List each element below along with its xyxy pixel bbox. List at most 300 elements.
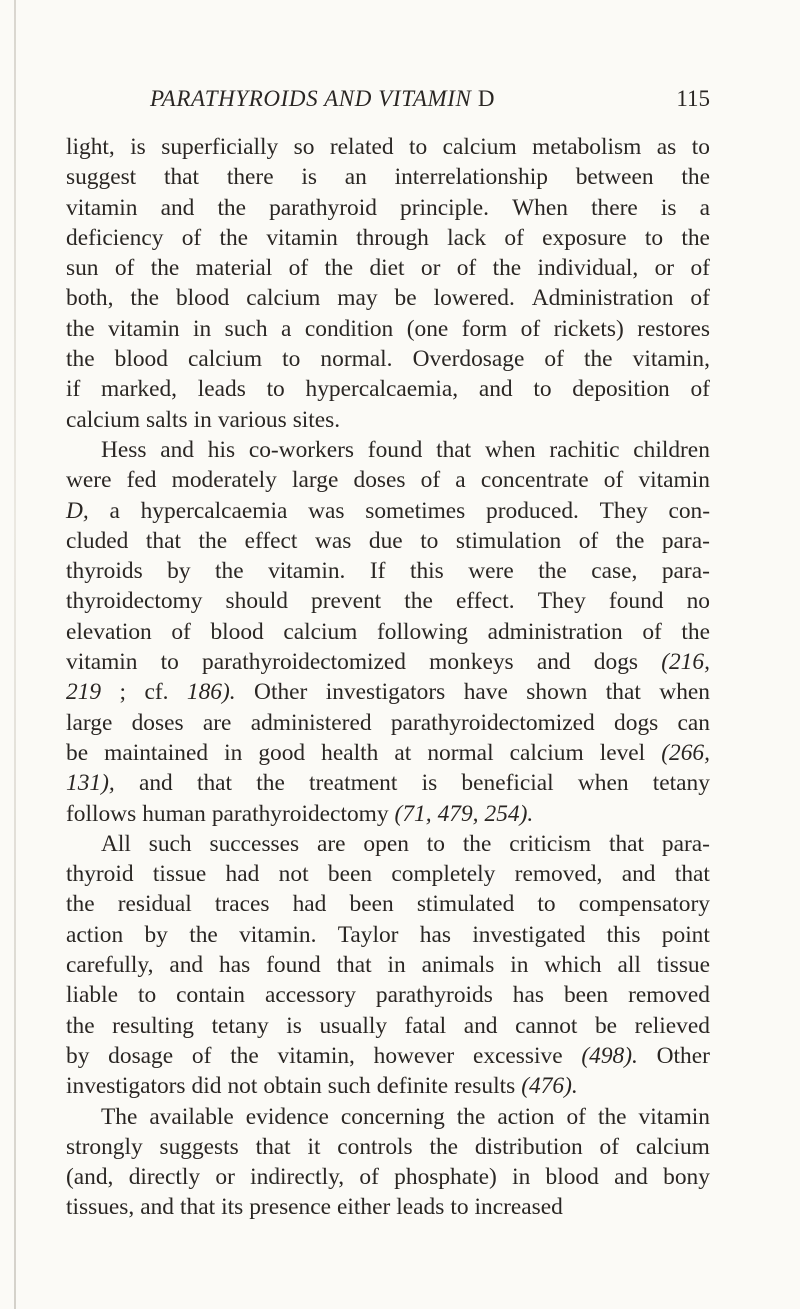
word: moderately	[171, 467, 277, 494]
text-line	[66, 132, 710, 162]
word: completely	[391, 861, 496, 888]
word: related	[329, 134, 394, 160]
word: is	[301, 164, 317, 191]
word: (and,	[66, 1164, 114, 1191]
word: presence	[249, 1194, 332, 1221]
word: contain	[176, 982, 245, 1009]
word: parathyroids	[375, 982, 493, 1009]
word: action	[497, 1103, 555, 1130]
text-line	[66, 586, 710, 616]
word: an	[344, 164, 367, 191]
text-line	[66, 526, 710, 556]
word: did	[191, 1073, 222, 1100]
word: carefully,	[66, 952, 154, 979]
text-line	[66, 223, 710, 253]
word: thyroidectomy	[66, 588, 203, 615]
word: blood	[114, 346, 168, 373]
word: (one	[406, 315, 449, 342]
word: was	[314, 527, 352, 554]
word: sun	[66, 255, 99, 282]
text-line	[66, 677, 710, 707]
word: sometimes	[365, 497, 466, 524]
word: Administration	[531, 285, 674, 312]
word: it	[307, 1133, 321, 1160]
word: prevent	[311, 588, 382, 615]
text-line	[66, 374, 710, 404]
word: Other	[254, 679, 308, 706]
word: in	[192, 315, 212, 342]
word: concerning	[340, 1103, 445, 1130]
word: marked,	[101, 376, 178, 403]
word: of	[690, 255, 710, 282]
word: various	[217, 406, 287, 433]
word: no	[686, 588, 710, 615]
word: results	[454, 1073, 516, 1100]
word: and	[160, 194, 195, 221]
word: rickets)	[553, 315, 624, 342]
word: (216,	[661, 649, 710, 676]
text-line	[66, 799, 710, 829]
text-line	[66, 1011, 710, 1041]
word: not	[227, 1073, 258, 1100]
word: by	[167, 558, 191, 585]
word: to	[537, 891, 556, 918]
word: point	[661, 921, 710, 948]
word: calcium	[188, 346, 263, 373]
word: the	[681, 224, 710, 251]
word: health	[321, 739, 379, 766]
word: definite	[376, 1073, 449, 1100]
word: or	[654, 255, 675, 282]
word: diet	[369, 255, 405, 282]
word: They	[599, 497, 648, 524]
word: open	[363, 830, 409, 857]
text-line	[66, 253, 710, 283]
word: administration	[487, 618, 623, 645]
word: to	[266, 376, 285, 403]
word: administered	[250, 709, 372, 736]
word: All	[101, 830, 131, 857]
word: leads	[396, 1194, 445, 1221]
word: of	[578, 527, 599, 554]
word: vitamin	[66, 194, 138, 221]
word: stimulated	[416, 891, 515, 918]
word: tetany	[211, 1012, 269, 1039]
word: of	[566, 1103, 586, 1130]
word: to	[160, 649, 179, 676]
word: effect	[244, 527, 298, 554]
word: superficially	[161, 134, 279, 160]
word: of	[114, 255, 135, 282]
word: liable	[66, 982, 118, 1009]
word: cannot	[515, 1012, 578, 1039]
word: or	[420, 255, 441, 282]
word: the	[130, 285, 159, 312]
word: to	[137, 982, 157, 1009]
word: a	[109, 497, 120, 524]
word: had	[225, 861, 260, 888]
word: metabolism	[532, 134, 642, 160]
word: large	[292, 467, 339, 494]
word: individual,	[537, 255, 639, 282]
word: tissues,	[66, 1194, 135, 1221]
word: vitamin.	[239, 921, 317, 948]
word: tissue	[152, 861, 207, 888]
word: this	[409, 558, 444, 585]
word: D,	[66, 497, 89, 524]
page-binding-edge	[14, 0, 16, 1309]
word: were	[66, 467, 112, 494]
word: excessive	[472, 1042, 563, 1069]
word: children	[633, 436, 710, 463]
word: had	[292, 891, 327, 918]
word: can	[677, 709, 710, 736]
word: all	[617, 952, 641, 979]
word: a	[281, 315, 292, 342]
text-line	[66, 435, 710, 465]
word: the	[219, 224, 249, 251]
word: been	[563, 982, 609, 1009]
word: fed	[126, 467, 157, 494]
word: be	[66, 739, 89, 766]
word: to	[426, 830, 445, 857]
word: found	[266, 952, 321, 979]
word: to	[691, 134, 710, 160]
word: (476).	[521, 1073, 578, 1100]
word: when	[484, 436, 536, 463]
word: Taylor	[337, 921, 399, 948]
text-line	[66, 1192, 710, 1222]
word: traces	[214, 891, 270, 918]
word: that	[336, 952, 372, 979]
word: strongly	[66, 1133, 143, 1160]
word: a	[699, 194, 710, 221]
word: tetany	[652, 770, 710, 797]
word: that	[255, 1133, 291, 1160]
word: 131),	[66, 770, 115, 797]
word: fatal	[404, 1012, 447, 1039]
word: follows	[66, 800, 137, 827]
word: dosage	[108, 1042, 174, 1069]
word: and	[463, 1012, 498, 1039]
word: the	[217, 194, 247, 221]
word: con-	[668, 497, 710, 524]
text-line	[66, 768, 710, 798]
word: deficiency	[66, 224, 164, 251]
word: that	[608, 830, 645, 857]
word: so	[293, 134, 315, 160]
text-line	[66, 708, 710, 738]
word: calcium	[283, 618, 358, 645]
word: compensatory	[578, 891, 710, 918]
word: is	[130, 134, 146, 160]
word: condition	[304, 315, 394, 342]
word: criticism	[509, 830, 592, 857]
text-line	[66, 1071, 710, 1101]
word: the	[230, 1042, 259, 1069]
word: the	[66, 891, 95, 918]
word: material	[195, 255, 273, 282]
word: at	[394, 739, 412, 766]
word: of	[191, 1042, 212, 1069]
word: calcium	[246, 285, 321, 312]
word: the	[198, 527, 228, 554]
word: of	[456, 255, 477, 282]
word: the	[66, 315, 95, 342]
word: is	[660, 194, 677, 221]
word: tissue	[656, 952, 710, 979]
word: controls	[337, 1133, 413, 1160]
word: that	[145, 527, 181, 554]
text-line	[66, 738, 710, 768]
word: dogs	[593, 649, 638, 676]
word: of	[171, 618, 191, 645]
text-line	[66, 859, 710, 889]
word: human	[142, 800, 206, 827]
text-line	[66, 1102, 710, 1132]
word: by	[144, 921, 168, 948]
word: the	[681, 164, 710, 191]
word: however	[373, 1042, 455, 1069]
body-text	[66, 132, 710, 1223]
word: to	[644, 224, 664, 251]
word: such	[224, 315, 268, 342]
word: stimulation	[455, 527, 562, 554]
word: cf.	[144, 679, 169, 706]
word: vitamin	[638, 467, 710, 494]
word: blood	[210, 618, 264, 645]
text-line	[66, 405, 710, 435]
word: The	[101, 1103, 138, 1130]
word: exposure	[542, 224, 627, 251]
word: and	[536, 649, 571, 676]
word: distribution	[474, 1133, 583, 1160]
word: concentrate	[480, 467, 589, 494]
word: there	[226, 164, 274, 191]
text-line	[66, 920, 710, 950]
word: a	[455, 467, 466, 494]
word: that	[674, 861, 710, 888]
word: good	[258, 739, 306, 766]
word: of	[504, 224, 524, 251]
word: of	[420, 467, 441, 494]
word: the	[189, 921, 218, 948]
running-title-main: PARATHYROIDS AND VITAMIN	[150, 86, 472, 111]
word: para-	[661, 558, 710, 585]
text-line	[66, 950, 710, 980]
word: accessory	[264, 982, 356, 1009]
word: bony	[663, 1164, 710, 1191]
word: to	[420, 527, 439, 554]
word: shown	[526, 679, 588, 706]
word: obtain	[263, 1073, 322, 1100]
word: and	[614, 1164, 648, 1191]
word: action	[66, 921, 124, 948]
word: investigated	[472, 921, 586, 948]
text-line	[66, 283, 710, 313]
word: monkeys	[429, 649, 514, 676]
word: of	[642, 618, 662, 645]
word: in	[387, 952, 406, 979]
word: interrelationship	[394, 164, 548, 191]
text-line	[66, 496, 710, 526]
word: thyroids	[66, 558, 143, 585]
word: not	[278, 861, 309, 888]
word: 186).	[186, 679, 236, 706]
word: hypercalcaemia	[140, 497, 288, 524]
word: and	[169, 952, 204, 979]
word: in	[512, 1164, 531, 1191]
word: by	[66, 1042, 90, 1069]
word: calcium	[509, 739, 584, 766]
word: when	[659, 679, 710, 706]
word: thyroid	[66, 861, 134, 888]
word: which	[544, 952, 602, 979]
word: was	[308, 497, 345, 524]
word: the	[215, 558, 244, 585]
word: as	[656, 134, 677, 160]
word: usually	[319, 1012, 388, 1039]
word: 479,	[437, 800, 479, 827]
word: in	[510, 952, 529, 979]
text-line	[66, 1041, 710, 1071]
word: or	[215, 1164, 235, 1191]
word: restores	[637, 315, 710, 342]
text-line	[66, 617, 710, 647]
word: hypercalcaemia,	[305, 376, 459, 403]
word: such	[327, 1073, 371, 1100]
word: dogs	[614, 709, 659, 736]
word: salts	[146, 406, 188, 433]
word: found	[608, 588, 664, 615]
word: should	[225, 588, 288, 615]
word: calcium	[66, 406, 141, 433]
word: of	[599, 1133, 620, 1160]
word: When	[512, 194, 568, 221]
word: Overdosage	[412, 346, 525, 373]
word: to	[282, 346, 301, 373]
word: blood	[545, 1164, 599, 1191]
word: available	[149, 1103, 234, 1130]
word: this	[606, 921, 641, 948]
word: case,	[591, 558, 638, 585]
running-head	[150, 86, 710, 120]
word: are	[202, 709, 232, 736]
word: been	[327, 861, 373, 888]
word: doses	[131, 709, 184, 736]
word: the	[583, 346, 613, 373]
word: has	[219, 952, 251, 979]
word: has	[512, 982, 544, 1009]
word: normal.	[320, 346, 393, 373]
word: and	[621, 861, 656, 888]
text-line	[66, 314, 710, 344]
word: has	[419, 921, 451, 948]
text-line	[66, 829, 710, 859]
word: such	[148, 830, 192, 857]
word: were	[468, 558, 514, 585]
word: large	[66, 709, 113, 736]
word: both,	[66, 285, 114, 312]
word: the	[404, 588, 433, 615]
word: be	[394, 285, 417, 312]
word: vitamin	[108, 315, 180, 342]
word: in	[193, 406, 212, 433]
word: and	[140, 1194, 175, 1221]
word: removed	[628, 982, 710, 1009]
word: its	[221, 1194, 244, 1221]
text-line	[66, 465, 710, 495]
word: suggests	[159, 1133, 239, 1160]
word: 219	[66, 679, 102, 706]
word: of	[359, 1164, 379, 1191]
word: indirectly,	[250, 1164, 345, 1191]
word: if	[66, 376, 81, 403]
word: the	[597, 1103, 627, 1130]
word: effect.	[455, 588, 515, 615]
word: investigators	[66, 1073, 186, 1100]
word: the	[538, 558, 567, 585]
word: parathyroidectomized	[202, 649, 406, 676]
word: is	[286, 1012, 302, 1039]
word: the	[150, 255, 180, 282]
word: the	[429, 1133, 459, 1160]
word: and	[478, 376, 513, 403]
word: level	[599, 739, 646, 766]
word: resulting	[112, 1012, 194, 1039]
word: the	[492, 255, 522, 282]
word: may	[337, 285, 378, 312]
word: have	[463, 679, 508, 706]
word: to	[408, 134, 428, 160]
word: the	[66, 1012, 95, 1039]
word: They	[537, 588, 586, 615]
word: suggest	[66, 164, 137, 191]
word: blood	[175, 285, 230, 312]
word: the	[66, 346, 95, 373]
text-line	[66, 1162, 710, 1192]
word: of	[520, 315, 541, 342]
running-title-letter: D	[477, 86, 496, 111]
text-line	[66, 889, 710, 919]
word: rachitic	[549, 436, 620, 463]
word: and	[160, 436, 195, 463]
word: there	[591, 194, 638, 221]
word: in	[224, 739, 243, 766]
text-line	[66, 1132, 710, 1162]
word: co-workers	[248, 436, 355, 463]
running-title	[150, 86, 495, 112]
word: the	[456, 1103, 486, 1130]
word: para-	[661, 527, 710, 554]
word: evidence	[245, 1103, 329, 1130]
word: lack	[447, 224, 487, 251]
word: (498).	[581, 1042, 638, 1069]
page-number: 115	[676, 86, 710, 111]
word: and	[138, 770, 173, 797]
word: of	[690, 376, 710, 403]
word: of	[603, 467, 624, 494]
word: when	[577, 770, 629, 797]
text-line	[66, 193, 710, 223]
word: light,	[66, 134, 115, 160]
word: ;	[119, 679, 127, 706]
word: that	[436, 436, 472, 463]
word: treatment	[309, 770, 398, 797]
word: be	[594, 1012, 618, 1039]
word: is	[421, 770, 438, 797]
word: directly	[128, 1164, 201, 1191]
